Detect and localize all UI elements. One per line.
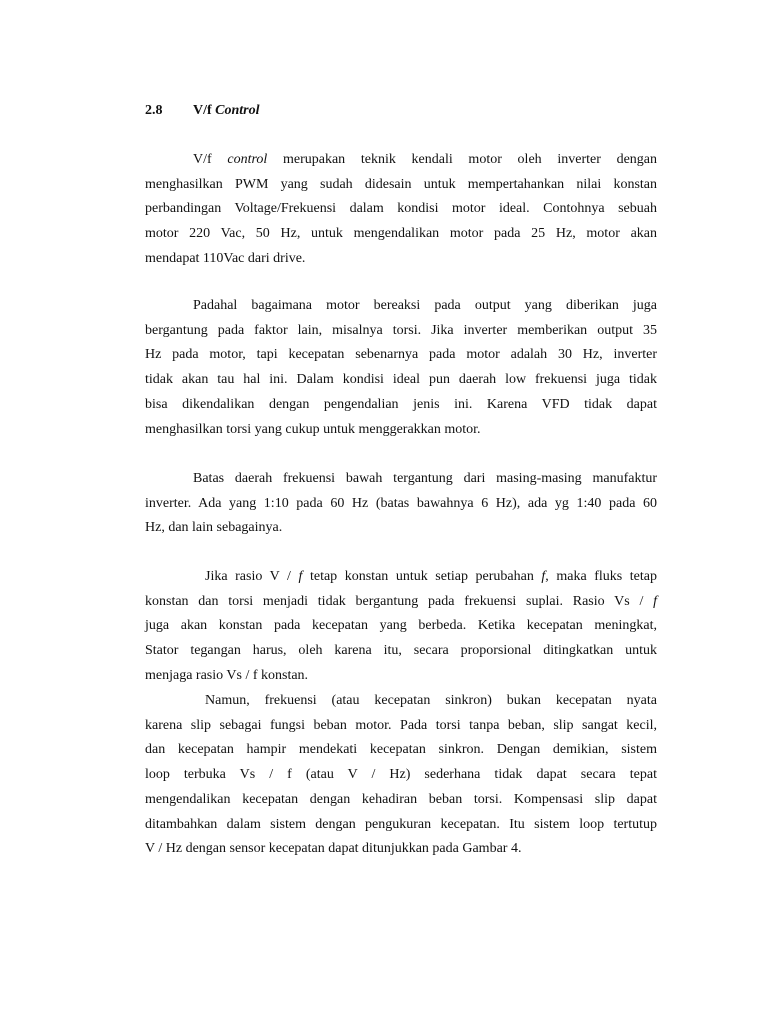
paragraph-line: karena slip sebagai fungsi beban motor. Pada torsi tanpa beban, slip sangat kecil, xyxy=(145,717,657,733)
paragraph-3 xyxy=(145,467,657,541)
paragraph-line xyxy=(145,590,657,615)
section-heading xyxy=(145,101,260,121)
paragraph-4 xyxy=(145,565,657,689)
paragraph-line: tidak akan tau hal ini. Dalam kondisi ideal pun daerah low frekuensi juga tidak xyxy=(145,372,657,388)
paragraph-line: menghasilkan PWM yang sudah didesain untuk mempertahankan nilai konstan xyxy=(145,176,657,192)
paragraph-line: loop terbuka Vs / f (atau V / Hz) sederhana tidak dapat secara tepat xyxy=(145,767,657,783)
section-number: 2.8 xyxy=(145,103,163,118)
italic-symbol: f xyxy=(541,569,546,584)
paragraph-line: menjaga rasio Vs / f konstan. xyxy=(145,667,309,683)
section-title-plain: V/f xyxy=(193,103,212,118)
paragraph-line: bergantung pada faktor lain, misalnya torsi. Jika inverter memberikan output 35 xyxy=(145,322,657,338)
paragraph-1 xyxy=(145,148,657,272)
paragraph-line: V / Hz dengan sensor kecepatan dapat ditunjukkan pada Gambar 4. xyxy=(145,841,522,857)
paragraph-line: mengendalikan kecepatan dengan kehadiran beban torsi. Kompensasi slip dapat xyxy=(145,791,657,807)
paragraph-line: Namun, frekuensi (atau kecepatan sinkron) bukan kecepatan nyata xyxy=(205,693,657,708)
paragraph-line xyxy=(145,565,657,590)
text-run: tetap konstan untuk setiap perubahan xyxy=(302,569,542,584)
text-run: konstan dan torsi menjadi tidak bergantung pada frekuensi suplai. Rasio Vs / xyxy=(145,593,654,609)
paragraph-5 xyxy=(145,689,657,862)
text-run: V/f xyxy=(193,152,228,167)
text-run: merupakan teknik kendali motor oleh inverter dengan xyxy=(267,152,657,167)
paragraph-line: juga akan konstan pada kecepatan yang berbeda. Ketika kecepatan meningkat, xyxy=(145,618,657,634)
paragraph-line: Padahal bagaimana motor bereaksi pada output yang diberikan juga xyxy=(193,298,657,313)
italic-symbol: f xyxy=(298,569,303,584)
section-title-italic: Control xyxy=(215,103,260,118)
paragraph-line: bisa dikendalikan dengan pengendalian jenis ini. Karena VFD tidak dapat xyxy=(145,396,657,412)
paragraph-line: Hz pada motor, tapi kecepatan sebenarnya pada motor adalah 30 Hz, inverter xyxy=(145,347,657,363)
paragraph-line: ditambahkan dalam sistem dengan pengukuran kecepatan. Itu sistem loop tertutup xyxy=(145,816,657,832)
paragraph-line: inverter. Ada yang 1:10 pada 60 Hz (batas bawahnya 6 Hz), ada yg 1:40 pada 60 xyxy=(145,495,657,511)
paragraph-line: motor 220 Vac, 50 Hz, untuk mengendalikan motor pada 25 Hz, motor akan xyxy=(145,226,657,242)
paragraph-line: perbandingan Voltage/Frekuensi dalam kondisi motor ideal. Contohnya sebuah xyxy=(145,201,657,217)
paragraph-line: dan kecepatan hampir mendekati kecepatan sinkron. Dengan demikian, sistem xyxy=(145,742,657,758)
paragraph-line: mendapat 110Vac dari drive. xyxy=(145,250,306,266)
text-run: Jika rasio V / xyxy=(205,569,299,584)
italic-symbol: f xyxy=(653,593,657,609)
paragraph-line: Hz, dan lain sebagainya. xyxy=(145,520,283,536)
text-run: , maka fluks tetap xyxy=(545,569,657,584)
italic-term: control xyxy=(227,152,268,167)
paragraph-line: Batas daerah frekuensi bawah tergantung dari masing-masing manufaktur xyxy=(193,471,657,486)
paragraph-2 xyxy=(145,294,657,442)
paragraph-line: Stator tegangan harus, oleh karena itu, secara proporsional ditingkatkan untuk xyxy=(145,643,657,659)
paragraph-line: menghasilkan torsi yang cukup untuk menggerakkan motor. xyxy=(145,421,481,437)
paragraph-line xyxy=(145,148,657,173)
